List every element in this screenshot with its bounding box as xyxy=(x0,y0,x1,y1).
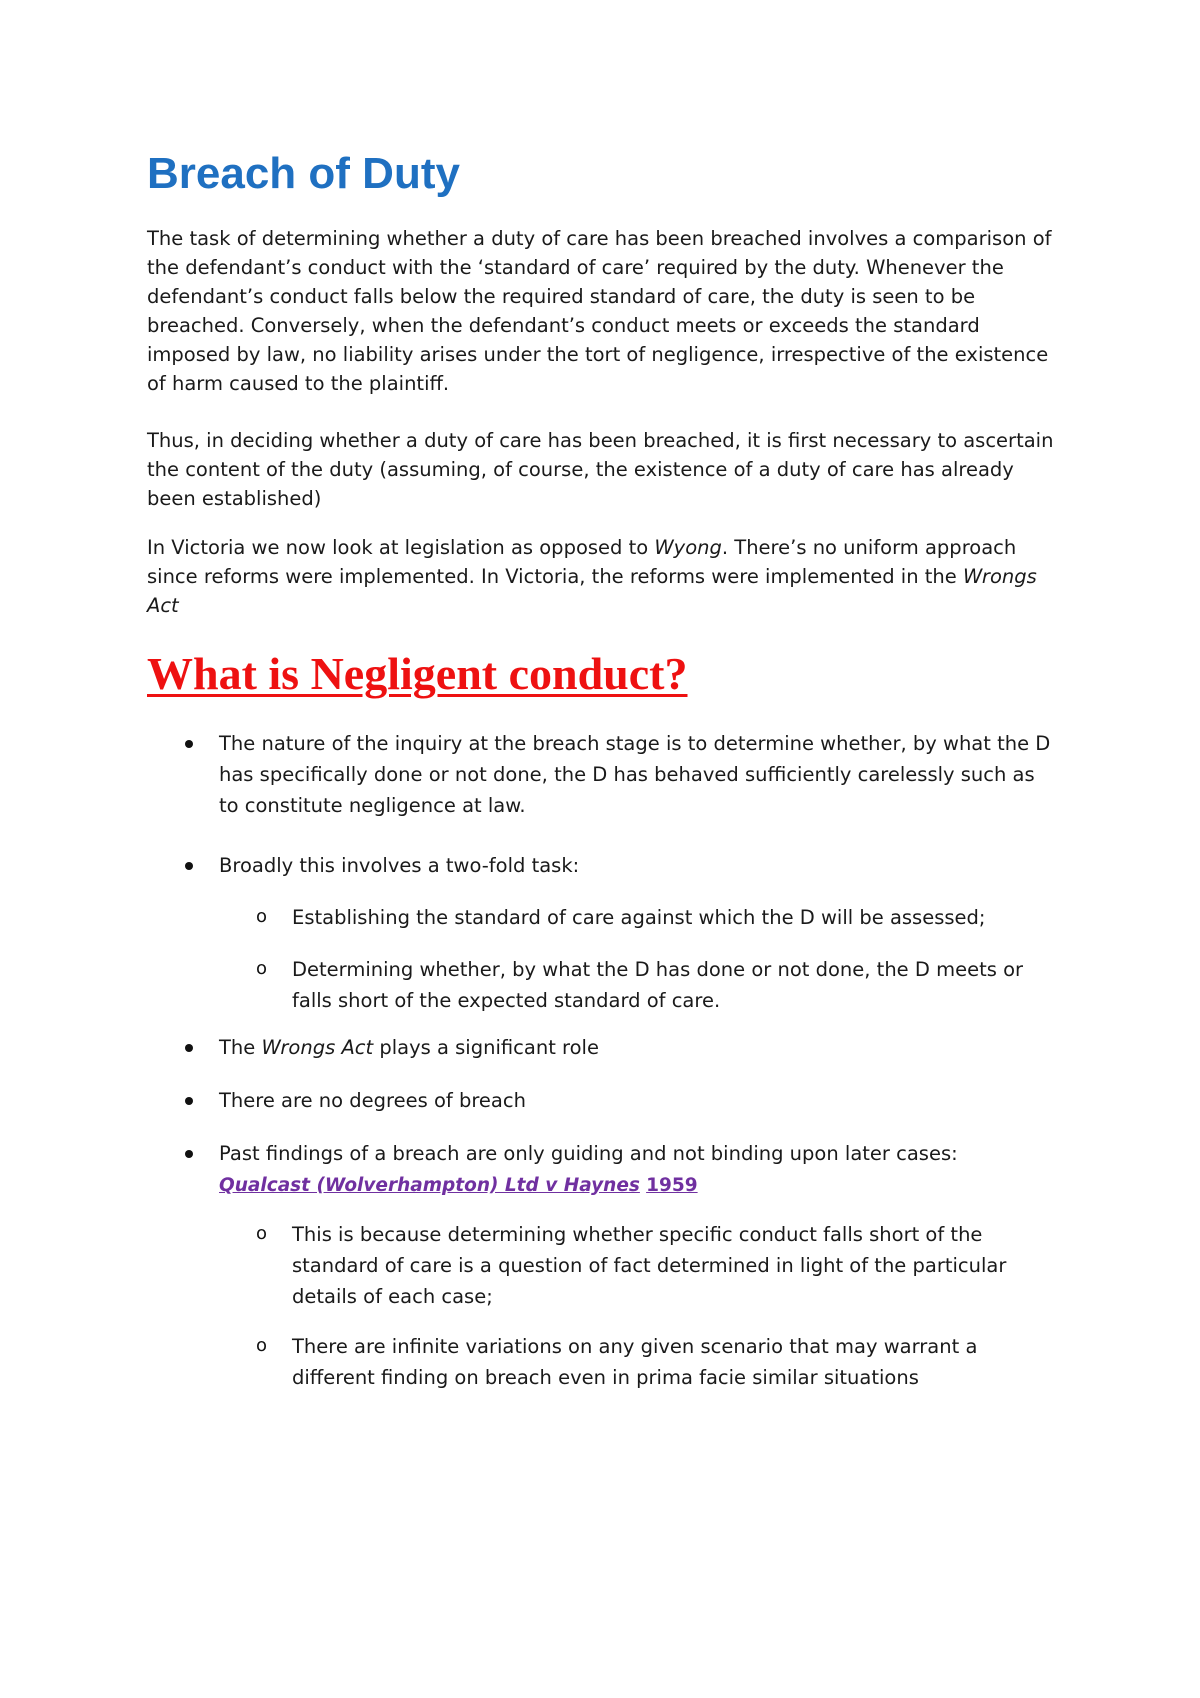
act-name: Wrongs xyxy=(962,565,1037,588)
text-line: falls short of the expected standard of care. xyxy=(292,989,721,1012)
bullet-icon xyxy=(185,1085,193,1114)
list-item xyxy=(219,728,1069,821)
bullet-icon xyxy=(185,1032,193,1061)
text-line: been established) xyxy=(147,487,322,510)
text-run: . There’s no uniform approach xyxy=(721,536,1017,559)
text-line xyxy=(219,1032,1069,1063)
list-item xyxy=(219,850,1069,881)
intro-paragraph-3 xyxy=(147,533,1067,620)
text-line xyxy=(147,562,1067,591)
bullet-icon xyxy=(185,728,193,757)
sub-bullet-marker: o xyxy=(256,958,268,979)
text-line: to constitute negligence at law. xyxy=(219,794,526,817)
text-line: details of each case; xyxy=(292,1285,493,1308)
sub-list-item xyxy=(292,1219,1072,1312)
text-run: The xyxy=(219,1036,262,1059)
list-item xyxy=(219,1085,1069,1116)
case-year[interactable]: 1959 xyxy=(646,1175,698,1196)
text-line: Establishing the standard of care against which the D will be assessed; xyxy=(292,906,986,929)
sub-bullet-marker: o xyxy=(256,906,268,927)
text-run: plays a significant role xyxy=(373,1036,599,1059)
text-line: defendant’s conduct falls below the required standard of care, the duty is seen to be xyxy=(147,285,976,308)
text-line: imposed by law, no liability arises under the tort of negligence, irrespective of the existence xyxy=(147,343,1049,366)
list-item xyxy=(219,1138,1069,1201)
text-line: the content of the duty (assuming, of course, the existence of a duty of care has already xyxy=(147,458,1014,481)
text-line: This is because determining whether specific conduct falls short of the xyxy=(292,1223,983,1246)
sub-list-item xyxy=(292,902,1072,933)
text-line: Broadly this involves a two-fold task: xyxy=(219,854,580,877)
text-line: The nature of the inquiry at the breach stage is to determine whether, by what the D xyxy=(219,732,1051,755)
text-line: Thus, in deciding whether a duty of care has been breached, it is first necessary to ascertain xyxy=(147,429,1054,452)
text-line: the defendant’s conduct with the ‘standard of care’ required by the duty. Whenever the xyxy=(147,256,1004,279)
sub-list-item xyxy=(292,1331,1072,1393)
intro-paragraph-1 xyxy=(147,224,1067,398)
text-line: There are infinite variations on any given scenario that may warrant a xyxy=(292,1335,978,1358)
list-item xyxy=(219,1032,1069,1063)
sub-list-item xyxy=(292,954,1072,1016)
text-line xyxy=(147,533,1067,562)
text-line: Determining whether, by what the D has done or not done, the D meets or xyxy=(292,958,1024,981)
text-line: of harm caused to the plaintiff. xyxy=(147,372,450,395)
case-name-wyong: Wyong xyxy=(654,536,722,559)
text-line: The task of determining whether a duty of care has been breached involves a comparison of xyxy=(147,227,1052,250)
text-run: since reforms were implemented. In Victoria, the reforms were implemented in the xyxy=(147,565,963,588)
text-line: standard of care is a question of fact determined in light of the particular xyxy=(292,1254,1007,1277)
text-line: There are no degrees of breach xyxy=(219,1089,526,1112)
act-name: Wrongs Act xyxy=(261,1036,374,1059)
case-link[interactable]: Qualcast (Wolverhampton) Ltd v Haynes xyxy=(219,1175,640,1196)
bullet-icon xyxy=(185,1138,193,1167)
text-line xyxy=(219,1169,1069,1201)
act-name: Act xyxy=(147,594,179,617)
text-line: breached. Conversely, when the defendant’s conduct meets or exceeds the standard xyxy=(147,314,980,337)
section-heading: What is Negligent conduct? xyxy=(147,648,688,699)
sub-bullet-marker: o xyxy=(256,1223,268,1244)
intro-paragraph-2 xyxy=(147,426,1067,513)
text-line: different finding on breach even in prima facie similar situations xyxy=(292,1366,919,1389)
sub-bullet-marker: o xyxy=(256,1335,268,1356)
page-title: Breach of Duty xyxy=(147,149,460,198)
text-line: Past findings of a breach are only guiding and not binding upon later cases: xyxy=(219,1142,958,1165)
text-run: In Victoria we now look at legislation as opposed to xyxy=(147,536,655,559)
bullet-icon xyxy=(185,850,193,879)
text-line: has specifically done or not done, the D has behaved sufficiently carelessly such as xyxy=(219,763,1035,786)
